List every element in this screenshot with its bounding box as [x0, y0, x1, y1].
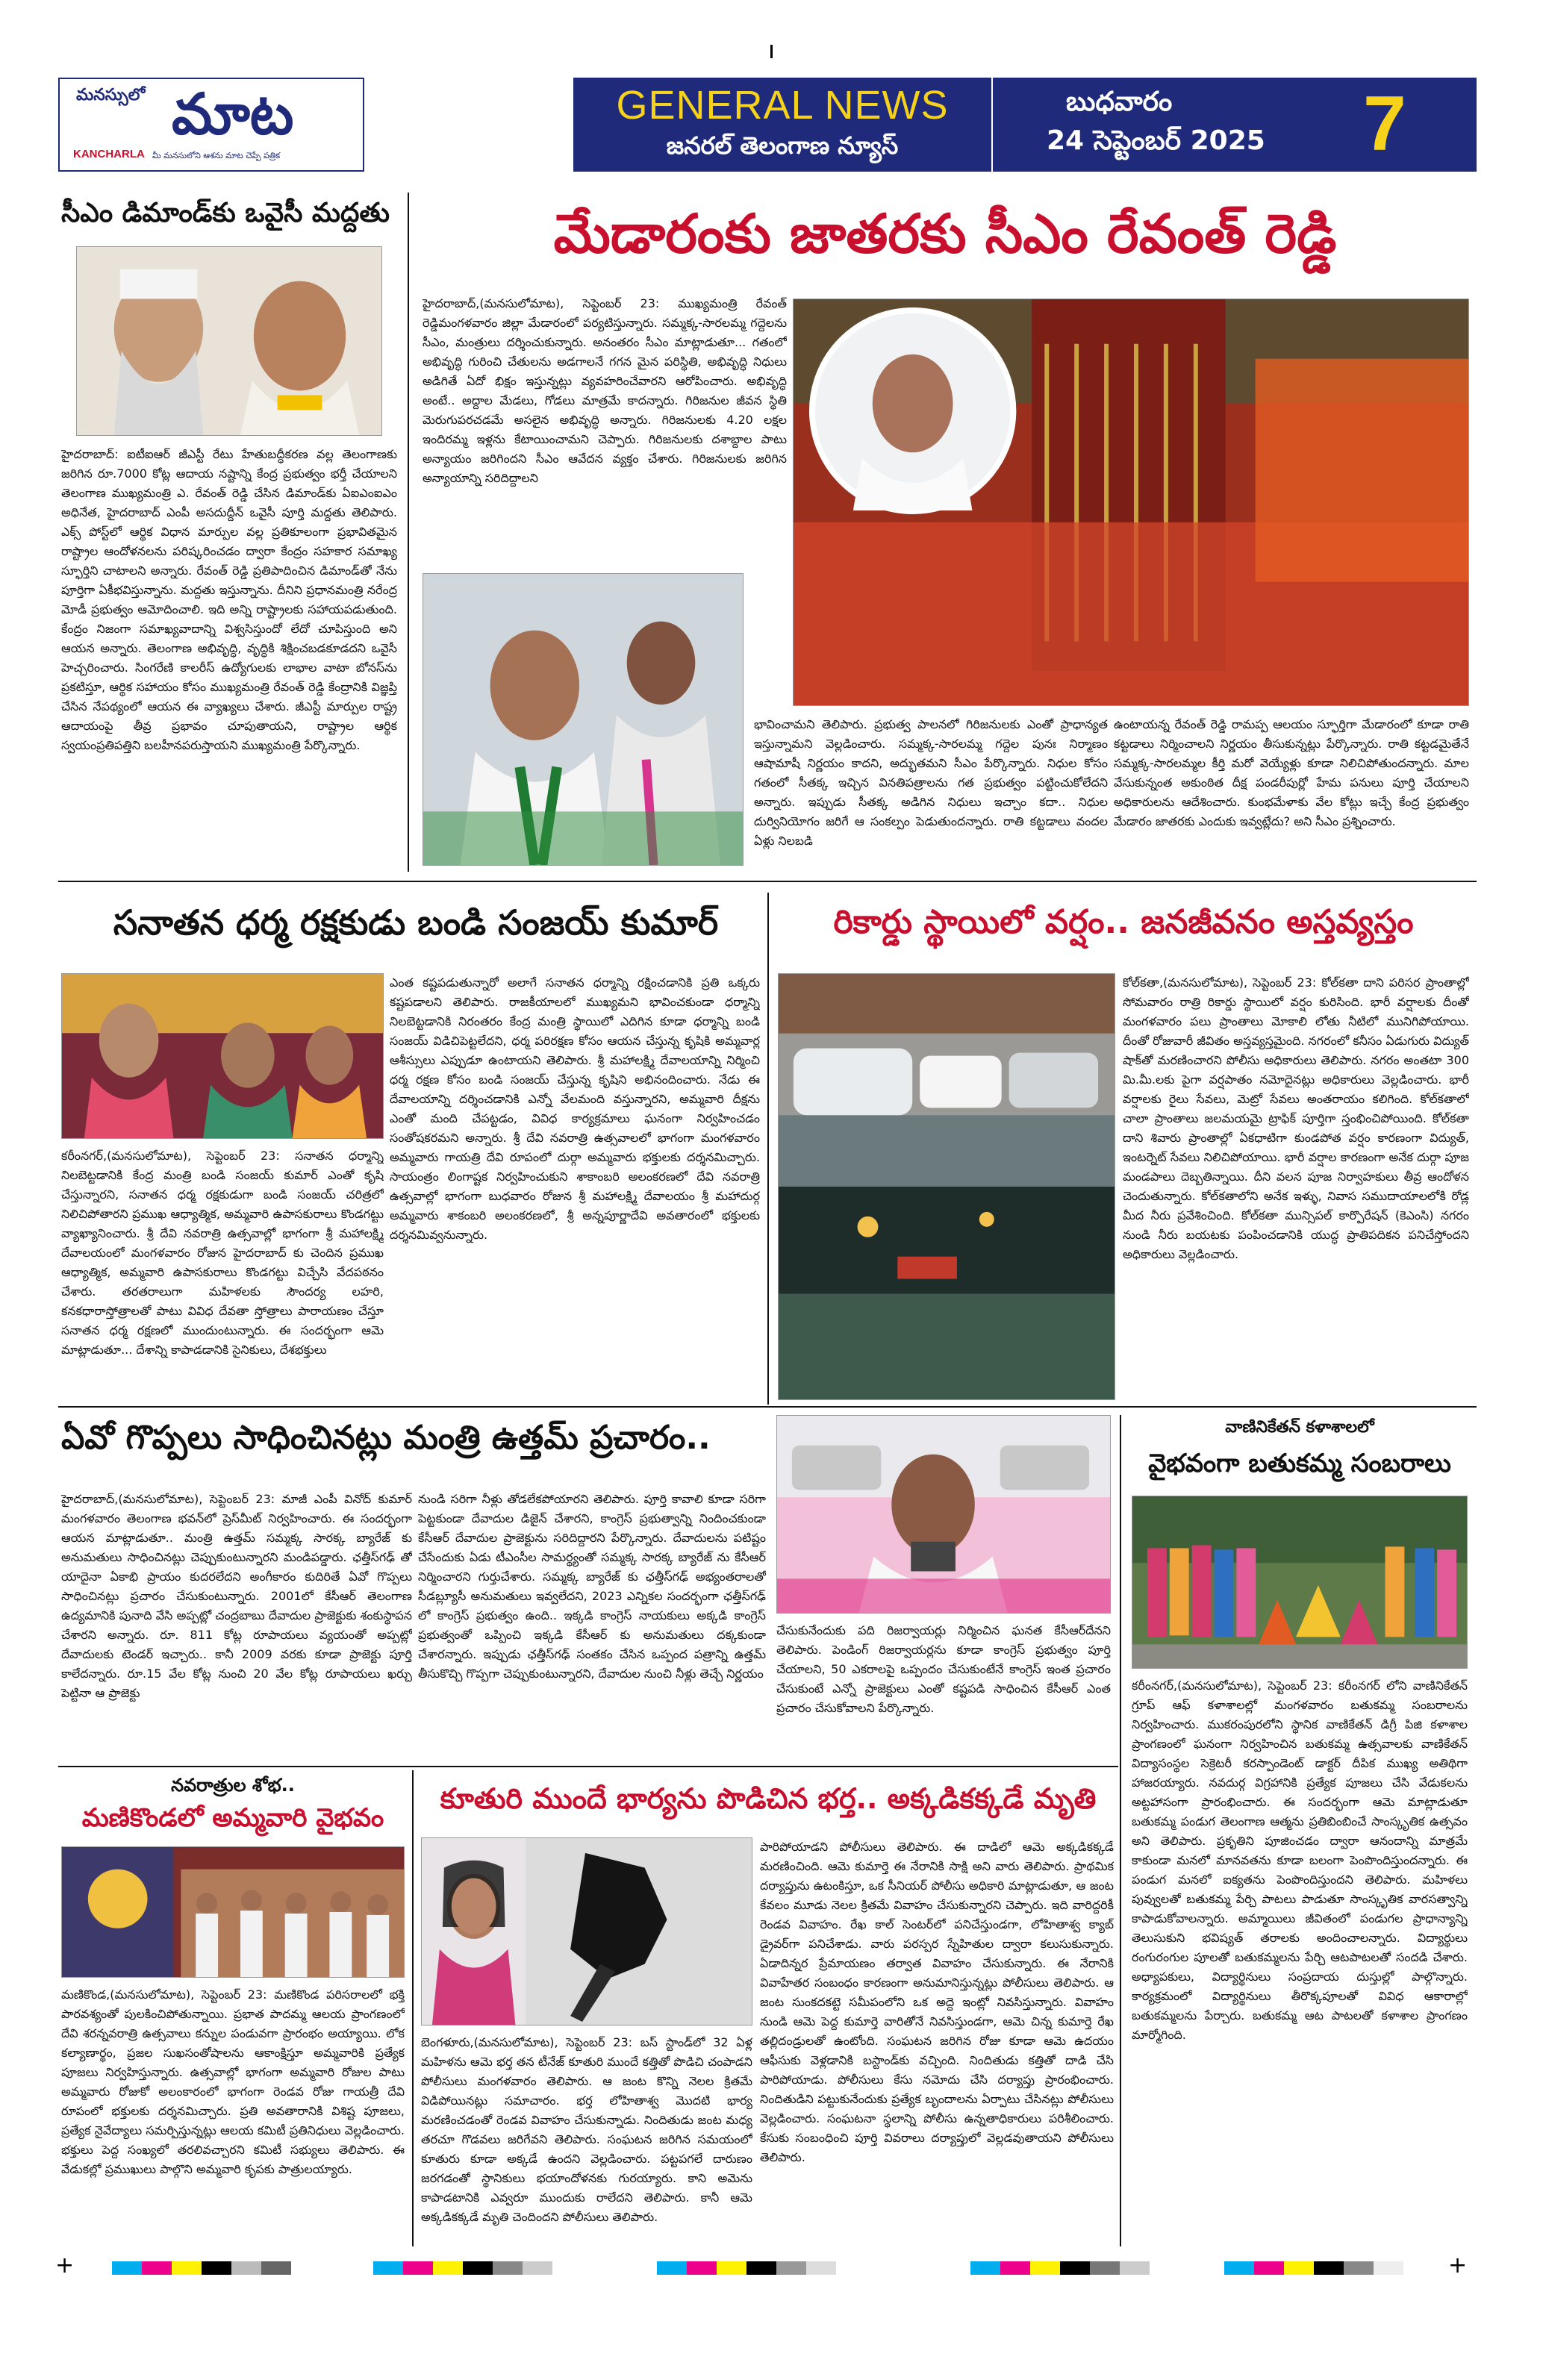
bandi-body-2: ఎంత కష్టపడుతున్నారో అలాగే సనాతన ధర్మాన్ని రక్షించడానికి ప్రతి ఒక్కరు కష్టపడాలని తెలిపారు. రాజకీయాలలో ముఖ్యమని భావించకుండా ధర్మాన్ని నిలబెట్టడానికి నిరంతరం కేంద్ర మంత్రి స్థాయిలో ఎదిగిన కూడా ధర్మాన్ని బండి సంజయ్‌ విడిచిపెట్టలేదని, ధర్మ పరిరక్షణ కోసం ఆయన చేస్తున్న కృషికి అమ్మవార్ల ఆశీస్సులు ఎప్పుడూ ఉంటాయని తెలిపారు. శ్రీ మహాలక్ష్మి దేవాలయాన్ని నిర్మించి ధర్మ రక్షణ కోసం బండి సంజయ్‌ చేస్తున్న కృషిని అభినందించారు. నేడు ఈ దేవాలయాన్ని దర్శించడానికి ఎన్నో వేలమంది వస్తున్నారని, అమ్మవారి దీక్షను ఎంతో మంది చేపట్టడం, వివిధ కార్యక్రమాలు ఘనంగా నిర్వహించడం సంతోషకరమని అన్నారు. శ్రీ దేవి నవరాత్రి ఉత్సవాలలో భాగంగా మంగళవారం అమ్మవారు గాయత్రి దేవి రూపంలో దుర్గా అమ్మవారు భక్తులకు దర్శనమిచ్చారు. సాయంత్రం లింగాష్టక నిర్వహించుకుని శాకాంబరి అలంకరణలో దేవి నవరాత్రి ఉత్సవాల్లో భాగంగా బుధవారం రోజున శ్రీ మహాలక్ష్మి దేవాలయం శ్రీ మహాదుర్గ అమ్మవారు శాకంబరి అలంకరణలో, శ్రీ అన్నపూర్ణాదేవి అవతారంలో భక్తులకు దర్శనమివ్వనున్నారు. — [390, 975, 760, 1242]
registration-mark-right: + — [1448, 2252, 1468, 2279]
medaram-body-3: ఉంటాయన్న రేవంత్‌ రెడ్డి రామప్ప ఆలయం స్ఫూర్తిగా మేడారంలో కూడా రాతి కట్టడాలు నిర్మించాలని నిర్ణయం తీసుకున్నట్లు పేర్కొన్నారు. రాతి కట్టడమైతేనే సమ్మక్క-సారలమ్మల కీర్తి మరో వెయ్యేళ్లు కూడా నిలిచిపోతుందన్నారు. మాల వేసుకున్నంత అకుంఠిత దీక్ష పండరీపుర్లో హేమ పనులు పూర్తి చేయాలని అధికారులను ఆదేశించారు. కుంభమేళాకు వేల కోట్లు ఇచ్చే కేంద్ర ప్రభుత్వం మేడారం జాతరకు ఎందుకు ఇవ్వట్లేదు? అని సీఎం ప్రశ్నించారు. — [1114, 717, 1469, 828]
divider-row1-bottom — [58, 881, 1477, 882]
color-bar-mid-left — [373, 2261, 582, 2275]
page-number: 7 — [1363, 81, 1406, 167]
color-bar-left — [112, 2261, 321, 2275]
medaram-body-2: భావించామని తెలిపారు. ప్రభుత్వ పాలనలో గిరిజనులకు ఎంతో ప్రాధాన్యత ఇస్తున్నామని వెల్లడించారు. సమ్మక్క-సారలమ్మ గద్దెల పునః నిర్మాణం ఆషామాషీ నిర్ణయం కాదని, అద్భుతమని సీఎం పేర్కొన్నారు. నిధుల కోసం గతంలో సీతక్క ఇచ్చిన వినతిపత్రాలను గత ప్రభుత్వం పట్టించుకోలేదని అన్నారు. ఇప్పుడు సీతక్క అడిగిన నిధులు ఇచ్చాం కదా.. నిధుల దుర్వినియోగం జరిగే ఆ సంకల్పం పెడుతుందన్నారు. రాతి కట్టడాలు వందల ఏళ్లు నిలబడి — [754, 717, 1108, 848]
divider-row3-bottom — [58, 1766, 1118, 1767]
crime-photo — [421, 1837, 752, 2026]
bathukamma-headline: వైభవంగా బతుకమ్మ సంబరాలు — [1148, 1449, 1451, 1478]
rain-headline: రికార్డు స్థాయిలో వర్షం.. జనజీవనం అస్తవ్యస్తం — [833, 903, 1414, 941]
manikonda-kicker: నవరాత్రుల శోభ.. — [171, 1775, 295, 1796]
manikonda-headline: మణికొండలో అమ్మవారి వైభవం — [81, 1803, 384, 1833]
owaisi-photo — [76, 246, 382, 436]
medaram-cm-photo — [423, 573, 744, 866]
section-title-en: GENERAL NEWS — [616, 83, 949, 128]
masthead — [58, 78, 1477, 172]
divider-row2-bottom — [58, 1406, 1477, 1408]
manikonda-photo — [61, 1846, 405, 1978]
logo-tagline: మీ మనసులోని ఆశను మాట చెప్పే పత్రిక — [152, 151, 281, 160]
divider-row1 — [408, 193, 409, 872]
logo-box[interactable] — [58, 78, 364, 172]
crime-body-2: పారిపోయాడని పోలీసులు తెలిపారు. ఈ దాడిలో ఆమె అక్కడికక్కడే మరణించింది. ఆమె కుమార్తె ఈ నేరానికి సాక్షి అని వారు తెలిపారు. ప్రాథమిక దర్యాప్తును ఉటంకిస్తూ, ఒక సీనియర్‌ పోలీసు అధికారి మాట్లాడుతూ, ఆ జంట కేవలం మూడు నెలల క్రితమే వివాహం చేసుకున్నారని చెప్పారు. ఇది వారిద్దరికీ రెండవ వివాహం. రేఖ కాల్‌ సెంటర్‌లో పనిచేస్తుండగా, లోహితాశ్వ క్యాబ్‌ డ్రైవర్‌గా పనిచేశాడు. వారు పరస్పర స్నేహితుల ద్వారా కలుసుకున్నారు. ఏడాదిన్నర ప్రేమాయణం తర్వాత వివాహం చేసుకున్నారు. ఈ నేరానికి వివాహేతర సంబంధం కారణంగా అనుమానిస్తున్నట్లు పోలీసులు తెలిపారు. ఆ జంట సుంకదకట్టె సమీపంలోని ఒక అద్దె ఇంట్లో నివసిస్తున్నారు. వివాహం నుండి ఆమె పెద్ద కుమార్తె వారితోనే నివసిస్తుండగా, ఆమె చిన్న కుమార్తె రేఖ తల్లిదండ్రులతో ఉంటోంది. సంఘటన జరిగిన రోజు కూడా ఆమె ఉదయం ఆఫీసుకు వెళ్లడానికి బస్టాండ్‌కు వచ్చింది. నిందితుడు కత్తితో దాడి చేసి పారిపోయాడు. పోలీసులు కేసు నమోదు చేసి దర్యాప్తు ప్రారంభించారు. నిందితుడిని పట్టుకునేందుకు ప్రత్యేక బృందాలను ఏర్పాటు చేసినట్లు పోలీసులు వెల్లడించారు. సంఘటనా స్థలాన్ని పోలీసు ఉన్నతాధికారులు పరిశీలించారు. కేసుకు సంబంధించి పూర్తి వివరాలు దర్యాప్తులో వెల్లడవుతాయని పోలీసులు తెలిపారు. — [760, 1840, 1114, 2164]
registration-mark-left: + — [55, 2252, 75, 2279]
weekday-label: బుధవారం — [1066, 87, 1173, 117]
date-block — [993, 78, 1477, 172]
rain-photo — [778, 973, 1115, 1400]
uttam-caption: చేసుకునేందుకు పది రిజర్వాయర్లు నిర్మించిన ఘనత కేసీఆర్‌దేనని తెలిపారు. పెండింగ్‌ రిజర్వాయర్లను కూడా కాంగ్రెస్‌ ప్రభుత్వం పూర్తి చేయాలని, 50 ఎకరాలపై ఒప్పందం చేసుకుంటేనే కాంగ్రెస్‌ ఇంత ప్రచారం చేసుకుంటే ఎన్నో ప్రాజెక్టులు ఎంతో కష్టపడి సాధించిన కేసీఆర్‌ ఎంత ప్రచారం చేసుకోవాలని పేర్కొన్నారు. — [776, 1623, 1111, 1715]
bathukamma-photo — [1132, 1496, 1468, 1669]
divider-row4 — [412, 1770, 414, 2246]
color-bar-mid-right — [657, 2261, 866, 2275]
bandi-photo — [61, 973, 384, 1139]
bandi-headline: సనాతన ధర్మ రక్షకుడు బండి సంజయ్‌ కుమార్‌ — [113, 902, 719, 943]
section-title-te: జనరల్ తెలంగాణ న్యూస్ — [666, 131, 899, 160]
medaram-body-1: హైదరాబాద్‌,(మనసులోమాట), సెప్టెంబర్‌ 23: ముఖ్యమంత్రి రేవంత్‌ రెడ్డిమంగళవారం జిల్లా మేడారంలో పర్యటిస్తున్నారు. సమ్మక్క-సారలమ్మ గద్దెలను సీఎం, మంత్రులు దర్శించుకున్నారు. అనంతరం సీఎం మాట్లాడుతూ... గతంలో అభివృద్ధి గురించి చేతులను అడగాలనే గగన మైన పరిస్థితి, అభివృద్ధి నిధులు అడిగితే ఏదో భిక్షం ఇస్తున్నట్లు వ్యవహరించేవారని ఆరోపించారు. అభివృద్ధి అంటే.. అద్దాల మేడలు, గోడలు మాత్రమే కాదన్నారు. గిరిజనుల జీవన స్థితి మెరుగుపరచడమే అసలైన అభివృద్ధి అన్నారు. గిరిజనులకు 4.20 లక్షల ఇందిరమ్మ ఇళ్లను కేటాయించామని చెప్పారు. గిరిజనులకు దశాబ్దాల పాటు అన్యాయం జరిగిందని సీఎం ఆవేదన వ్యక్తం చేశారు. గిరిజనులకు జరిగిన అన్యాయాన్ని సరిదిద్దాలని — [423, 296, 787, 485]
section-banner — [573, 78, 991, 172]
color-bar-far-right — [1224, 2261, 1433, 2275]
bandi-body-1: కరీంనగర్‌,(మనసులోమాట), సెప్టెంబర్‌ 23: సనాతన ధర్మాన్ని నిలబెట్టడానికి కేంద్ర మంత్రి బండి సంజయ్‌ కుమార్‌ ఎంతో కృషి చేస్తున్నారని, సనాతన ధర్మ రక్షకుడుగా బండి సంజయ్‌ చరిత్రలో నిలిచిపోతారని ప్రముఖ ఆధ్యాత్మిక, అమ్మవారి ఉపాసకురాలు కొండగట్టు వ్యాఖ్యానించారు. శ్రీ దేవి నవరాత్రి ఉత్సవాల్లో భాగంగా శ్రీ మహాలక్ష్మి దేవాలయంలో మంగళవారం రోజున హైదరాబాద్‌ కు చెందిన ప్రముఖ ఆధ్యాత్మిక, అమ్మవారి ఉపాసకురాలు కొండగట్టు విచ్చేసి వేదపఠనం చేశారు. తరతరాలుగా మహిళలకు సౌందర్య లహరి, కనకధారాస్తోత్రాలతో పాటు వివిధ దేవతా స్తోత్రాలు పారాయణం చేస్తూ సనాతన ధర్మ రక్షణలో ముందుంటున్నారు. ఈ సందర్భంగా ఆమె మాట్లాడుతూ... దేశాన్ని కాపాడడానికి సైనికులు, దేశభక్తులు — [61, 1149, 384, 1357]
crime-body-1: బెంగళూరు,(మనసులోమాట), సెప్టెంబర్‌ 23: బస్‌ స్టాండ్‌లో 32 ఏళ్ల మహిళను ఆమె భర్త తన టీనేజ్‌ కూతురి ముందే కత్తితో పొడిచి చంపాడని పోలీసులు మంగళవారం తెలిపారు. ఆ జంట కొన్ని నెలల క్రితమే విడిపోయినట్లు సమాచారం. భర్త లోహితాశ్వ మొదటి భార్య మరణించడంతో రెండవ వివాహం చేసుకున్నాడు. నిందితుడు జంట మధ్య తరచూ గొడవలు జరిగేవని తెలిపారు. సంఘటన జరిగిన సమయంలో కూతురు కూడా అక్కడే ఉందని వెల్లడించారు. పట్టపగలే దారుణం జరగడంతో స్థానికులు భయాందోళనకు గురయ్యారు. కాని అమెను కాపాడటానికి ఎవ్వరూ ముందుకు రాలేదని తెలిపారు. కానీ ఆమె అక్కడికక్కడే మృతి చెందిందని పోలీసులు తెలిపారు. — [421, 2035, 752, 2224]
rain-body: కోల్‌కతా,(మనసులోమాట), సెప్టెంబర్‌ 23: కోల్‌కతా దాని పరిసర ప్రాంతాల్లో సోమవారం రాత్రి రికార్డు స్థాయిలో వర్షం కురిసింది. భారీ వర్షాలకు దీంతో మంగళవారం పలు ప్రాంతాలు మోకాలి లోతు నీటిలో మునిగిపోయాయి. దీంతో రోజువారీ జీవితం అస్తవ్యస్తమైంది. నగరంలో కనీసం ఏడుగురు విద్యుత్‌ షాక్‌తో మరణించారని పోలీసు అధికారులు తెలిపారు. నగరం అంతటా 300 మి.మీ.లకు పైగా వర్షపాతం నమోదైనట్లు అధికారులు వెల్లడించారు. భారీ వర్షాలకు రైలు సేవలు, మెట్రో సేవలు అంతరాయం కలిగింది. కోల్‌కతాలో చాలా ప్రాంతాలు జలమయమై ట్రాఫిక్‌ పూర్తిగా స్తంభించిపోయింది. కోల్‌కతా దాని శివారు ప్రాంతాల్లో ఏకధాటిగా కుండపోత వర్షం కారణంగా విద్యుత్‌, ఇంటర్నెట్‌ సేవలు నిలిచిపోయాయి. భారీ వర్షాల కారణంగా అనేక దుర్గా పూజ మండపాలు దెబ్బతిన్నాయి. దీని వలన పూజ నిర్వాహకులు తీవ్ర ఆందోళన చెందుతున్నారు. కోల్‌కతాలోని అనేక ఇళ్ళు, నివాస సముదాయాలలోకి రోడ్ల మీద నీరు ప్రవేశించింది. కోల్‌కతా మున్సిపల్‌ కార్పొరేషన్‌ (కెఎంసి) నగరం నుండి నీరు బయటకు పంపించడానికి యుద్ధ ప్రాతిపదికన పనిచేస్తోందని అధికారులు వెల్లడించారు. — [1123, 975, 1469, 1261]
crime-headline: కూతురి ముందే భార్యను పొడిచిన భర్త.. అక్కడికక్కడే మృతి — [440, 1782, 1097, 1815]
uttam-photo — [776, 1415, 1111, 1614]
uttam-headline: ఏవో గొప్పలు సాధించినట్లు మంత్రి ఉత్తమ్‌ ప్రచారం.. — [61, 1419, 711, 1457]
medaram-headline: మేడారంకు జాతరకు సీఎం రేవంత్‌ రెడ్డి — [553, 202, 1337, 265]
logo-brand-text: KANCHARLA — [73, 148, 145, 160]
manikonda-body: మణికొండ,(మనసులోమాట), సెప్టెంబర్‌ 23: మణికొండ పరిసరాలలో భక్తి పారవశ్యంతో పులకించిపోతున్నాయి. ప్రభాత పాదమ్మ ఆలయ ప్రాంగణంలో దేవి శరన్నవరాత్రి ఉత్సవాలు కన్నుల పండువగా ప్రారంభం అయ్యాయి. లోక కల్యాణార్థం, ప్రజల సుఖసంతోషాలను ఆకాంక్షిస్తూ అమ్మవారికి ప్రత్యేక పూజలు నిర్వహిస్తున్నారు. ఉత్సవాల్లో భాగంగా అమ్మవారి రోజుల పాటు అమ్మవారు రోజుకో అలంకారంలో భాగంగా రెండవ రోజు గాయత్రీ దేవి రూపంలో భక్తులకు దర్శనమిచ్చారు. ప్రతి అవతారానికి విశిష్ట పూజలు, ప్రత్యేక నైవేద్యాలు సమర్పిస్తున్నట్లు ఆలయ కమిటీ ప్రతినిధులు వెల్లడించారు. భక్తులు పెద్ద సంఖ్యలో తరలివచ్చారని కమిటీ సభ్యులు తెలిపారు. ఈ వేడుకల్లో ప్రముఖులు పాల్గొని అమ్మవారి కృపకు పాత్రులయ్యారు. — [61, 1987, 405, 2176]
bathukamma-kicker: వాణినికేతన్‌ కళాశాలలో — [1225, 1418, 1374, 1437]
owaisi-body: హైదరాబాద్‌: ఐటీఐఆర్‌ జీఎస్టీ రేటు హేతుబద్ధీకరణ వల్ల తెలంగాణకు జరిగిన రూ.7000 కోట్ల ఆదాయ నష్టాన్ని కేంద్ర ప్రభుత్వం భర్తీ చేయాలని తెలంగాణ ముఖ్యమంత్రి ఎ. రేవంత్‌ రెడ్డి చేసిన డిమాండ్‌కు ఏఐఎంఐఎం అధినేత, హైదరాబాద్‌ ఎంపీ అసదుద్దీన్‌ ఒవైసీ పూర్తి మద్దతు తెలిపారు. ఎక్స్‌ పోస్ట్‌లో ఆర్థిక విధాన మార్పుల వల్ల ప్రతికూలంగా ప్రభావితమైన రాష్ట్రాల ఆందోళనలను పరిష్కరించడం ద్వారా కేంద్రం సహకార సమాఖ్య స్ఫూర్తిని చాటాలని అన్నారు. రేవంత్‌ రెడ్డి ప్రతిపాదించిన డిమాండ్‌తో నేను పూర్తిగా ఏకీభవిస్తున్నాను. మద్దతు ఇస్తున్నాను. దీనిని ప్రధానమంత్రి నరేంద్ర మోడీ ప్రభుత్వం ఆమోదించాలి. ఇది అన్ని రాష్ట్రాలకు సహాయపడుతుంది. కేంద్రం నిజంగా సమాఖ్యవాదాన్ని విశ్వసిస్తుందో లేదో చూపిస్తుంది అని ఆయన అన్నారు. తెలంగాణ అభివృద్ధి, వృద్ధికి శిక్షించబడకూడదని ఒవైసీ హెచ్చరించారు. సింగరేణి కాలరీస్‌ ఉద్యోగులకు లాభాల వాటా బోనస్‌ను ప్రకటిస్తూ, ఆర్థిక సహాయం కోసం ముఖ్యమంత్రి రేవంత్‌ రెడ్డి కేంద్రానికి విజ్ఞప్తి చేసిన నేపథ్యంలో ఆయన ఈ వ్యాఖ్యలు చేశారు. జీఎస్టీ మార్పుల రాష్ట్ర ఆదాయంపై తీవ్ర ప్రభావం చూపుతాయని, రాష్ట్రాల ఆర్థిక స్వయంప్రతిపత్తిని బలహీనపరుస్తాయని ముఖ్యమంత్రి పేర్కొన్నారు. — [61, 447, 397, 752]
divider-row3 — [1120, 1415, 1121, 2246]
owaisi-headline: సీఎం డిమాండ్‌కు ఒవైసీ మద్దతు — [61, 198, 390, 228]
divider-row2 — [767, 893, 769, 1405]
uttam-body-2: నుండి సరిగా నీళ్లు తోడలేకపోయారని తెలిపారు. పూర్తి కావాలి కూడా సరిగా పెట్టకుండా దేవాదుల డిజైన్‌ చేశారని, కాంగ్రెస్‌ ప్రభుత్వాన్ని నిందించకుండా కేసీఆర్‌ దేవాదుల ప్రాజెక్టును సరిదిద్దారని పేర్కొన్నారు. దేవాదులను పటిష్టం చేసేందుకు ఏడు టీఎంసీల సామర్థ్యంతో సమ్మక్క సారక్క బ్యారేజ్‌ ను కేసీఆర్‌ నిర్మించారని గుర్తుచేశారు. సమ్మక్క బ్యారేజ్‌ కు ఛత్తీస్‌గఢ్‌ అభ్యంతరాలతో సీడబ్ల్యూసీ అనుమతులు ఇవ్వలేదని, 2023 ఎన్నికల సందర్భంగా ఛత్తీస్‌గఢ్‌ లో కాంగ్రెస్‌ ప్రభుత్వం ఉంది.. ఇక్కడి కాంగ్రెస్‌ నాయకులు అక్కడి కాంగ్రెస్‌ ప్రభుత్వంతో ఒప్పించి ఇక్కడి కేసీఆర్‌ కు అనుమతులు దక్కకుండా చేశారన్నారు. ఇప్పుడు ఛత్తీస్‌గఢ్‌ సంతకం చేసిన ఒప్పంద పత్రాన్ని ఉత్తమ్‌ తీసుకొచ్చి గొప్పగా చెప్పుకుంటున్నారని, దేవాదుల నుంచి నీళ్లు తెచ్చే నిర్ణయం — [418, 1492, 766, 1681]
uttam-body-1: హైదరాబాద్‌,(మనసులోమాట), సెప్టెంబర్‌ 23: మాజీ ఎంపీ వినోద్‌ కుమార్‌ మంగళవారం తెలంగాణ భవన్‌లో ప్రెస్‌మీట్‌ నిర్వహించారు. ఈ సందర్భంగా ఆయన మాట్లాడుతూ.. మంత్రి ఉత్తమ్‌ సమ్మక్క సారక్క బ్యారేజ్‌ కు అనుమతులు సాధించినట్లు చెప్పుకుంటున్నారని మండిపడ్డారు. ఛత్తీస్‌గఢ్‌ తో యాదైనా ఏకాభి ప్రాయం కుదరలేదని అంగీకారం కుదిరితే ఏవో గొప్పలు సాధించినట్లు ప్రచారం చేసుకుంటున్నారు. 2001లో కేసీఆర్‌ తెలంగాణ ఉద్యమానికి పునాది వేసి అప్పట్లో చంద్రబాబు దేవాదుల ప్రాజెక్టుకు శంకుస్థాపన చేశారని అన్నారు. రూ. 811 కోట్ల రూపాయలు వ్యయంతో అప్పట్లో దేవాదులకు టెండర్‌ ఇచ్చారు.. కానీ 2009 వరకు కూడా ప్రాజెక్టు పూర్తి కాలేదన్నారు. రూ.15 వేల కోట్ల నుంచి 20 వేల కోట్ల రూపాయలు ఖర్చు పెట్టినా ఆ ప్రాజెక్టు — [61, 1492, 412, 1700]
color-bar-right — [970, 2261, 1179, 2275]
logo-main-text: మాట — [172, 81, 294, 147]
bathukamma-body: కరీంనగర్‌,(మనసులోమాట), సెప్టెంబర్‌ 23: కరీంనగర్‌ లోని వాణినికేతన్‌ గ్రూప్‌ ఆఫ్‌ కళాశాలల్లో మంగళవారం బతుకమ్మ సంబరాలను నిర్వహించారు. ముకరంపురలోని స్థానిక వాణికేతన్‌ డిగ్రీ పిజి కళాశాల ప్రాంగణంలో ఘనంగా నిర్వహించిన బతుకమ్మ ఉత్సవాలకు వాణికేతన్‌ విద్యాసంస్థల సెక్రెటరీ కరస్పాండెంట్‌ డాక్టర్‌ దీపిక ముఖ్య అతిథిగా హాజరయ్యారు. నవదుర్గ విగ్రహానికి ప్రత్యేక పూజలు చేసి వేడుకలను అట్టహాసంగా ప్రారంభించారు. ఈ సందర్భంగా ఆమె మాట్లాడుతూ బతుకమ్మ పండుగ తెలంగాణ ఆత్మను ప్రతిబింబించే సాంస్కృతిక ఉత్సవం అని తెలిపారు. ప్రకృతిని పూజించడం ద్వారా ఆనందాన్ని మాత్రమే కాకుండా మనలో మానవతను కూడా బలంగా పెంపొందిస్తుందన్నారు. ఈ పండుగ మనలో ఐక్యతను పెంపొందిస్తుందని తెలిపారు. మహిళలు పువ్వులతో బతుకమ్మ పేర్చి పాటలు పాడుతూ సాంస్కృతిక వారసత్వాన్ని కాపాడుకోవాలన్నారు. అమ్మాయిలు జీవితంలో పండుగల ప్రాధాన్యాన్ని తెలుసుకుని భవిష్యత్‌ తరాలకు అందించాలన్నారు. విద్యార్థులు రంగురంగుల పూలతో బతుకమ్మలను పేర్చి ఆటపాటలతో సందడి చేశారు. అధ్యాపకులు, విద్యార్థినులు సంప్రదాయ దుస్తుల్లో పాల్గొన్నారు. కార్యక్రమంలో విద్యార్థినులు తీరొక్కపూలతో వివిధ ఆకారాల్లో బతుకమ్మలను పేర్చారు. బతుకమ్మ ఆట పాటలతో కళాశాల ప్రాంగణం మార్మోగింది. — [1132, 1678, 1468, 2042]
crop-mark-top — [770, 45, 773, 58]
date-label: 24 సెప్టెంబర్ 2025 — [1047, 125, 1265, 156]
medaram-crowd-photo — [793, 299, 1469, 706]
logo-small-text: మనస్సులో — [76, 85, 146, 104]
